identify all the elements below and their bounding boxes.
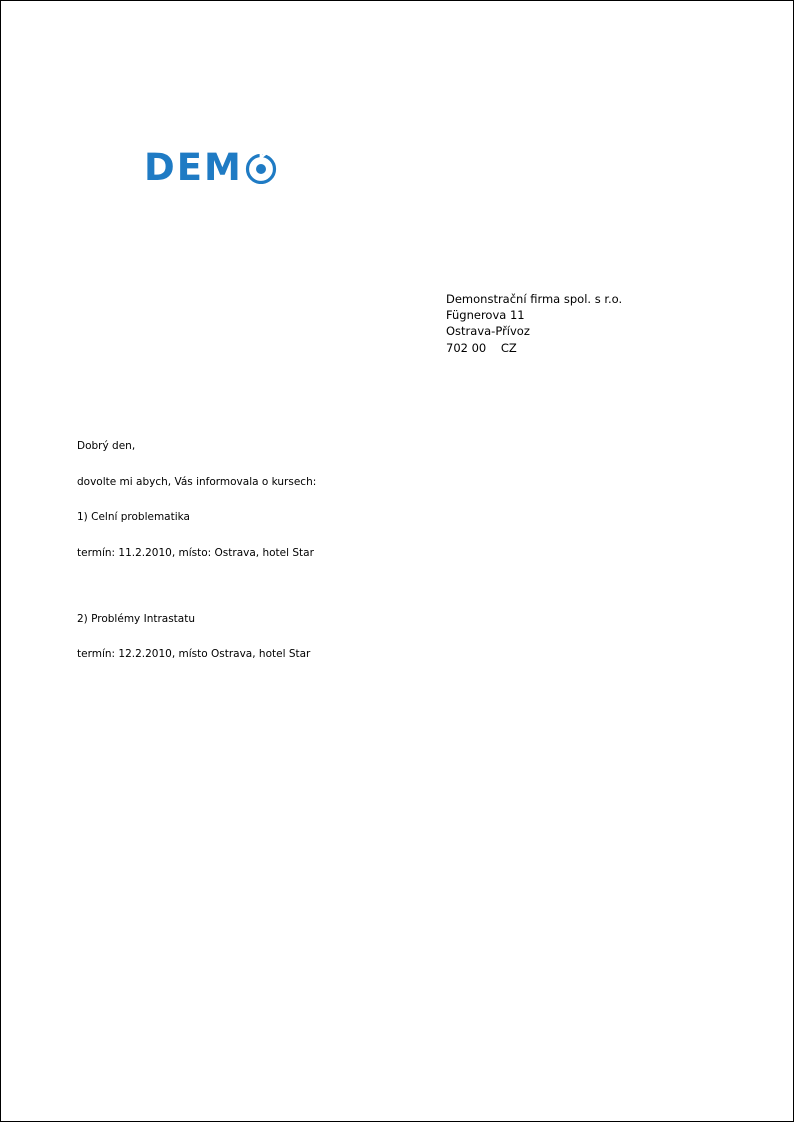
course-2-title: 2) Problémy Intrastatu [77, 612, 196, 625]
address-line: 702 00 CZ [446, 340, 517, 355]
salutation: Dobrý den, [77, 440, 136, 452]
address-line: Fügnerova 11 [446, 308, 525, 323]
recipient-address-block [446, 291, 622, 356]
intro-paragraph: dovolte mi abych, Vás informovala o kursech: [77, 475, 317, 488]
course-2-details: termín: 12.2.2010, místo Ostrava, hotel Star [77, 648, 311, 660]
address-line: Demonstrační firma spol. s r.o. [446, 292, 623, 306]
course-1-title: 1) Celní problematika [77, 511, 190, 523]
letter-body [77, 439, 677, 683]
course-1-details: termín: 11.2.2010, místo: Ostrava, hotel Star [77, 546, 314, 559]
company-logo [144, 146, 277, 189]
circle-target-icon [245, 152, 277, 184]
logo-wordmark: DEM [144, 146, 243, 189]
address-line: Ostrava-Přívoz [446, 324, 530, 339]
